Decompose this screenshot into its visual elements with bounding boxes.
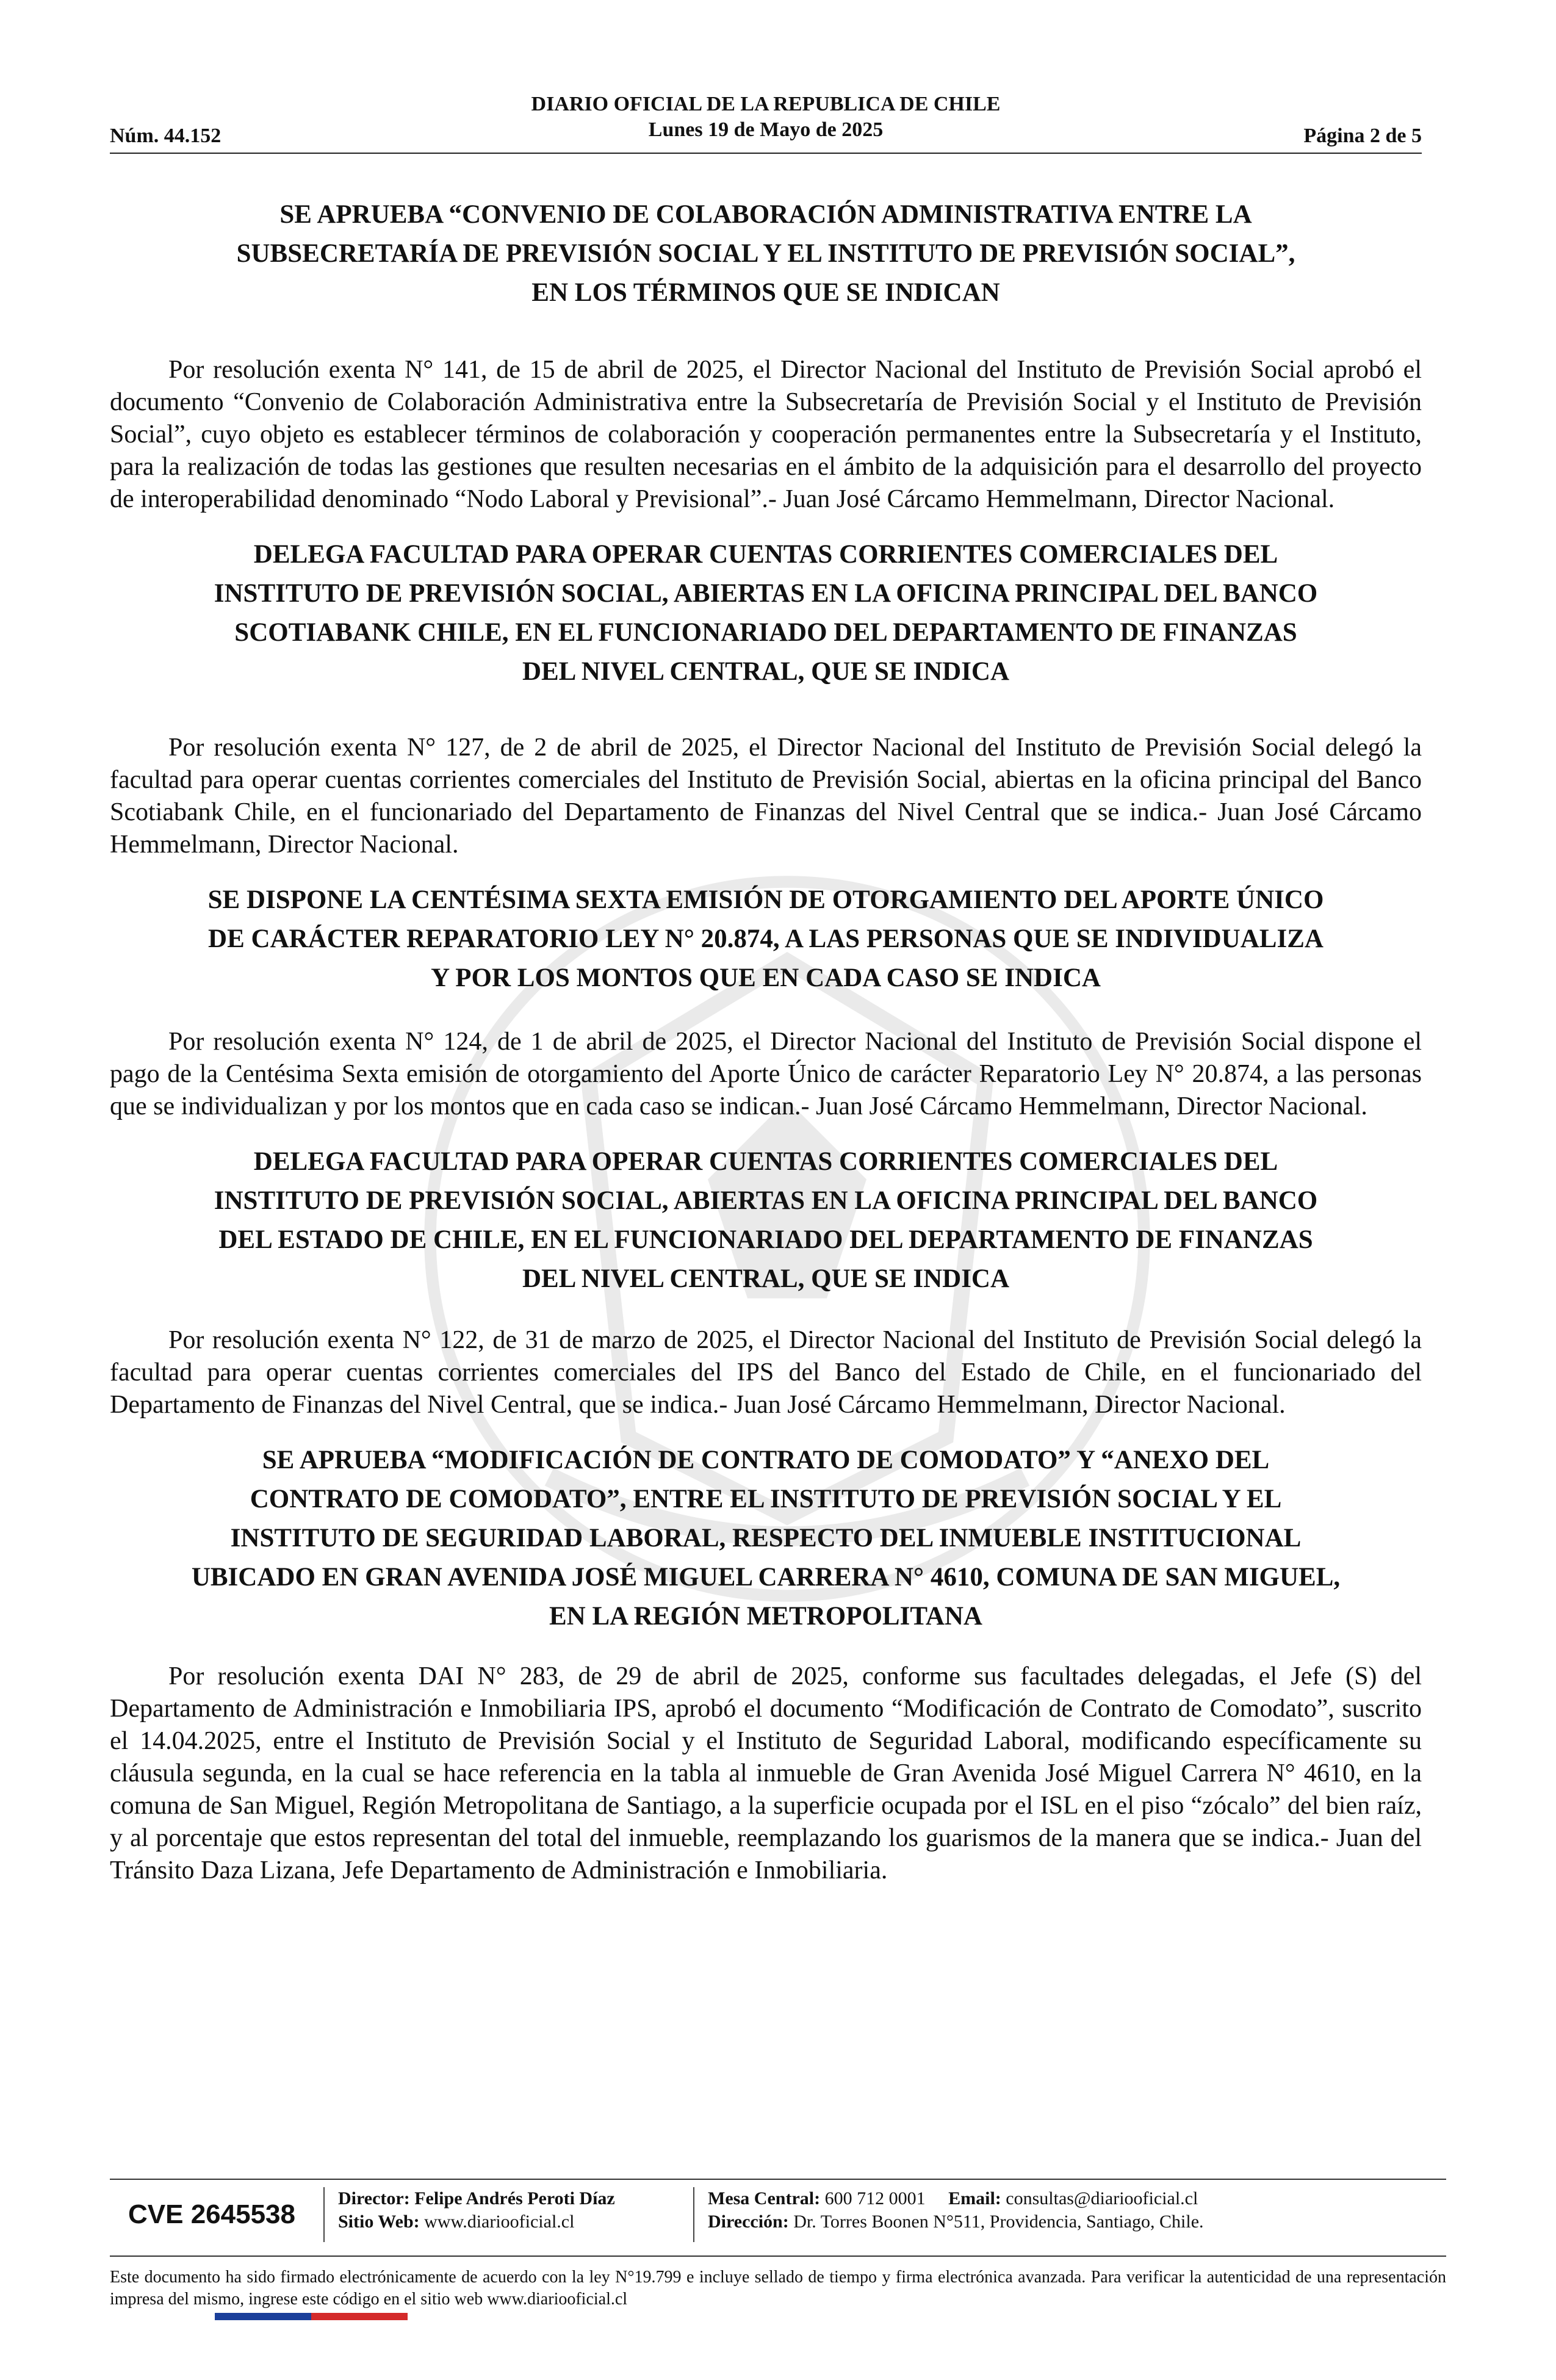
address-text: Dr. Torres Boonen N°511, Providencia, Santiago, Chile. bbox=[793, 2212, 1204, 2232]
section-heading: SE DISPONE LA CENTÉSIMA SEXTA EMISIÓN DE OTORGAMIENTO DEL APORTE ÚNICO DE CARÁCTER REPARATORIO LEY N° 20.874, A LAS PERSONAS QUE SE INDIVIDUALIZA Y POR LOS MONTOS QUE EN CADA CASO SE INDICA bbox=[207, 885, 1324, 992]
publication-title: DIARIO OFICIAL DE LA REPUBLICA DE CHILE bbox=[531, 93, 1001, 115]
email-label: Email: bbox=[948, 2188, 1001, 2209]
legal-notice: Este documento ha sido firmado electrónicamente de acuerdo con la ley N°19.799 e incluye sellado de tiempo y firma electrónica avanzada. Para verificar la autenticidad de una representación impresa del mismo, ingrese este código en el sitio web www.diariooficial.cl bbox=[110, 2256, 1446, 2310]
section-heading: SE APRUEBA “MODIFICACIÓN DE CONTRATO DE COMODATO” Y “ANEXO DEL CONTRATO DE COMODATO”, ENTRE EL INSTITUTO DE PREVISIÓN SOCIAL Y EL INSTITUTO DE SEGURIDAD LABORAL, RESPECTO DEL INMUEBLE INSTITUCIONAL UBICADO EN GRAN AVENIDA JOSÉ MIGUEL CARRERA N° 4610, COMUNA DE SAN MIGUEL, EN LA REGIÓN METROPOLITANA bbox=[191, 1446, 1341, 1631]
footer-info-row bbox=[110, 2179, 1446, 2242]
footer-director-block bbox=[323, 2187, 693, 2242]
director-name: Director: Felipe Andrés Peroti Díaz bbox=[338, 2188, 615, 2209]
section-body: Por resolución exenta N° 122, de 31 de marzo de 2025, el Director Nacional del Instituto de Previsión Social delegó la facultad para operar cuentas corrientes comerciales del IPS del Banco del Estado de Chile, en el funcionariado del Departamento de Finanzas del Nivel Central, que se indica.- Juan José Cárcamo Hemmelmann, Director Nacional. bbox=[110, 1326, 1422, 1419]
publication-date: Lunes 19 de Mayo de 2025 bbox=[648, 118, 884, 141]
address-label: Dirección: bbox=[708, 2212, 789, 2232]
section-body: Por resolución exenta N° 124, de 1 de abril de 2025, el Director Nacional del Instituto de Previsión Social dispone el pago de la Centésima Sexta emisión de otorgamiento del Aporte Único de carácter Reparatorio Ley N° 20.874, a las personas que se individualizan y por los montos que en cada caso se indican.- Juan José Cárcamo Hemmelmann, Director Nacional. bbox=[110, 1028, 1422, 1120]
page-footer bbox=[110, 2179, 1446, 2310]
footer-contact-block bbox=[693, 2187, 1446, 2242]
email-link[interactable]: consultas@diariooficial.cl bbox=[1006, 2188, 1198, 2209]
flag-color-bar bbox=[215, 2313, 408, 2320]
header-center bbox=[110, 92, 1422, 143]
section-body: Por resolución exenta N° 127, de 2 de abril de 2025, el Director Nacional del Instituto de Previsión Social delegó la facultad para operar cuentas corrientes comerciales del Instituto de Previsión Social, abiertas en la oficina principal del Banco Scotiabank Chile, en el funcionariado del Departamento de Finanzas del Nivel Central que se indica.- Juan José Cárcamo Hemmelmann, Director Nacional. bbox=[110, 734, 1422, 859]
document-page bbox=[110, 92, 1422, 1887]
mesa-phone: 600 712 0001 bbox=[824, 2188, 926, 2209]
mesa-label: Mesa Central: bbox=[708, 2188, 821, 2209]
site-link[interactable]: www.diariooficial.cl bbox=[424, 2212, 575, 2232]
section-heading: DELEGA FACULTAD PARA OPERAR CUENTAS CORRIENTES COMERCIALES DEL INSTITUTO DE PREVISIÓN SOCIAL, ABIERTAS EN LA OFICINA PRINCIPAL DEL BANCO SCOTIABANK CHILE, EN EL FUNCIONARIADO DEL DEPARTAMENTO DE FINANZAS DEL NIVEL CENTRAL, QUE SE INDICA bbox=[214, 540, 1318, 686]
section-heading: SE APRUEBA “CONVENIO DE COLABORACIÓN ADMINISTRATIVA ENTRE LA SUBSECRETARÍA DE PREVISIÓN SOCIAL Y EL INSTITUTO DE PREVISIÓN SOCIAL”, EN LOS TÉRMINOS QUE SE INDICAN bbox=[236, 200, 1295, 307]
site-label: Sitio Web: bbox=[338, 2212, 420, 2232]
section-body: Por resolución exenta DAI N° 283, de 29 de abril de 2025, conforme sus facultades delegadas, el Jefe (S) del Departamento de Administración e Inmobiliaria IPS, aprobó el documento “Modificación de Contrato de Comodato”, suscrito el 14.04.2025, entre el Instituto de Previsión Social y el Instituto de Seguridad Laboral, modificando específicamente su cláusula segunda, en la cual se hace referencia en la tabla al inmueble de Gran Avenida José Miguel Carrera N° 4610, en la comuna de San Miguel, Región Metropolitana de Santiago, a la superficie ocupada por el ISL en el piso “zócalo” del bien raíz, y al porcentaje que estos representan del total del inmueble, reemplazando los guarismos de la manera que se indica.- Juan del Tránsito Daza Lizana, Jefe Departamento de Administración e Inmobiliaria. bbox=[110, 1662, 1422, 1884]
issue-number: Núm. 44.152 bbox=[110, 124, 222, 147]
section-body: Por resolución exenta N° 141, de 15 de abril de 2025, el Director Nacional del Instituto de Previsión Social aprobó el documento “Convenio de Colaboración Administrativa entre la Subsecretaría de Previsión Social y el Instituto de Previsión Social”, cuyo objeto es establecer términos de colaboración y cooperación permanentes entre la Subsecretaría y el Instituto, para la realización de todas las gestiones que resulten necesarias en el ámbito de la adquisición para el desarrollo del proyecto de interoperabilidad denominado “Nodo Laboral y Previsional”.- Juan José Cárcamo Hemmelmann, Director Nacional. bbox=[110, 356, 1422, 513]
section-heading: DELEGA FACULTAD PARA OPERAR CUENTAS CORRIENTES COMERCIALES DEL INSTITUTO DE PREVISIÓN SOCIAL, ABIERTAS EN LA OFICINA PRINCIPAL DEL BANCO DEL ESTADO DE CHILE, EN EL FUNCIONARIADO DEL DEPARTAMENTO DE FINANZAS DEL NIVEL CENTRAL, QUE SE INDICA bbox=[214, 1147, 1318, 1293]
page-number: Página 2 de 5 bbox=[1303, 124, 1422, 147]
page-header bbox=[110, 92, 1422, 153]
cve-code: CVE 2645538 bbox=[128, 2199, 295, 2229]
